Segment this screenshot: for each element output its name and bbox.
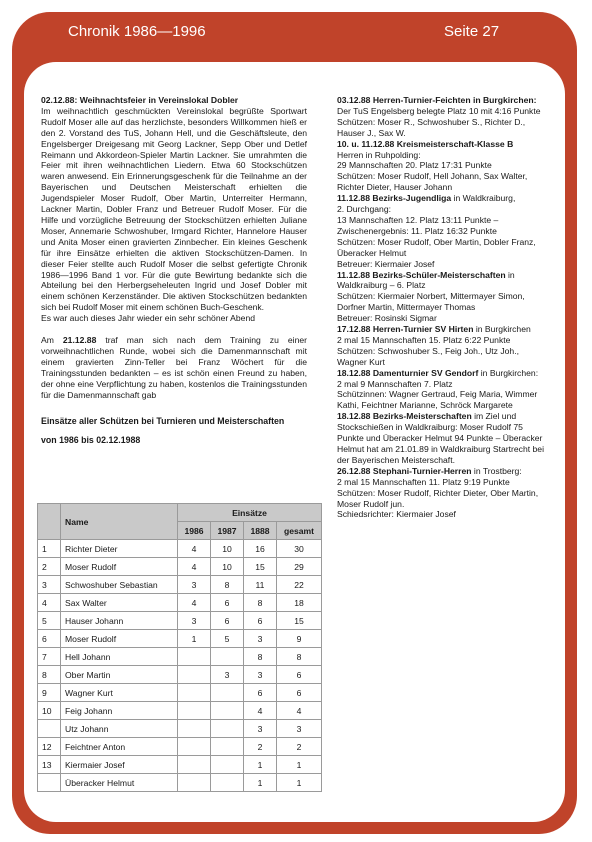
table-subtitle: von 1986 bis 02.12.1988: [41, 435, 141, 446]
right-column: [337, 95, 545, 520]
row-number: 13: [38, 756, 61, 774]
count-total: 9: [277, 630, 322, 648]
shooter-name: Wagner Kurt: [61, 684, 178, 702]
table-header-year: gesamt: [277, 522, 322, 540]
count-1888: 6: [244, 684, 277, 702]
count-1986: 3: [178, 576, 211, 594]
left-column: [41, 95, 307, 446]
tournament-details: 2 mal 15 Mannschaften 15. Platz 6:22 Punkte Schützen: Schwoshuber S., Feig Joh., Utz Joh., Wagner Kurt: [337, 334, 519, 367]
row-number: 9: [38, 684, 61, 702]
count-total: 3: [277, 720, 322, 738]
count-1986: [178, 702, 211, 720]
count-total: 6: [277, 684, 322, 702]
table-row: [38, 576, 322, 594]
table-row: [38, 540, 322, 558]
count-1888: 2: [244, 738, 277, 756]
tournament-heading: 18.12.88 Damenturnier SV Gendorf: [337, 367, 479, 378]
tournament-details: Waldkraiburg – 6. Platz Schützen: Kiermaier Norbert, Mittermayer Simon, Dorfner Martin, Mittermayer Thomas Betreuer: Rosinski Sigmar: [337, 280, 525, 324]
count-1986: [178, 648, 211, 666]
row-number: 6: [38, 630, 61, 648]
count-total: 1: [277, 756, 322, 774]
count-1888: 3: [244, 720, 277, 738]
count-1986: 4: [178, 594, 211, 612]
count-total: 2: [277, 738, 322, 756]
tournament-heading: 18.12.88 Bezirks-Meisterschaften: [337, 411, 472, 422]
training-date: 21.12.88: [62, 335, 97, 346]
chronicle-title: Chronik 1986—1996: [68, 23, 206, 40]
training-article-body: traf man sich nach dem Training zu einer vorweihnachtlichen Runde, wobei sich die Damenmannschaft mit einem gravierten Zinn-Teller bei Franz Wöchert für die Trainingsstunden bedankten – es ist schön einen Freund zu haben, der ohne eine Verpflichtung zu haben, kostenlos die Trainingsstunden für die Damenmannschaft gab: [41, 335, 307, 400]
table-header-name: Name: [61, 504, 178, 540]
tournament-details: Herren in Ruhpolding: 29 Mannschaften 20. Platz 17:31 Punkte Schützen: Moser Rudolf, Hell Johann, Sax Walter, Richter Dieter, Hauser Johann: [337, 149, 528, 193]
count-1986: [178, 756, 211, 774]
table-row: [38, 774, 322, 792]
count-1987: 3: [211, 666, 244, 684]
tournament-heading: 26.12.88 Stephani-Turnier-Herren: [337, 465, 472, 476]
count-1987: [211, 648, 244, 666]
count-1888: 15: [244, 558, 277, 576]
row-number: 8: [38, 666, 61, 684]
shooter-name: Kiermaier Josef: [61, 756, 178, 774]
shooter-name: Überacker Helmut: [61, 774, 178, 792]
tournament-details: 2 mal 9 Mannschaften 7. Platz Schützinnen: Wagner Gertraud, Feig Maria, Wimmer Kathi, Feichtner Marianne, Schröck Margarete: [337, 378, 538, 411]
table-row: [38, 684, 322, 702]
table-header-year: 1987: [211, 522, 244, 540]
count-1987: [211, 738, 244, 756]
count-1986: 4: [178, 558, 211, 576]
page-number: Seite 27: [444, 23, 500, 40]
row-number: 4: [38, 594, 61, 612]
count-1986: [178, 774, 211, 792]
row-number: 10: [38, 702, 61, 720]
count-1888: 1: [244, 774, 277, 792]
count-1986: 3: [178, 612, 211, 630]
count-total: 18: [277, 594, 322, 612]
tournament-location: in Burgkirchen: [473, 324, 531, 335]
tournament-location: in Waldkraiburg,: [451, 193, 516, 204]
shooter-name: Ober Martin: [61, 666, 178, 684]
table-row: [38, 630, 322, 648]
row-number: [38, 774, 61, 792]
table-row: [38, 720, 322, 738]
shooter-name: Sax Walter: [61, 594, 178, 612]
row-number: 2: [38, 558, 61, 576]
tournament-entry: [337, 368, 545, 412]
training-article: [41, 335, 307, 400]
article-body: Im weihnachtlich geschmückten Vereinslokal begrüßte Sportwart Rudolf Moser alle auf das herzlichste, besonders Willkommen hieß er den 2. Vorstand des TuS, Johann Hell, und die Geschäftsleute, den Engelsberger Dreigesang mit Georg Lackner, Sepp Ober und Detlef Reimann und Akkordeon-Spieler Martin Lackner. Sie umrahmten die Feier mit ihren weihnachtlichen Liedern. Etwa 60 Stockschützen waren anwesend. Ein Erinnerungsgeschenk für die Teilnahme an der Bayerischen und Deutschen Meisterschaft erhielten die Jugendspieler Moser Rudolf, Ober Martin, Unterreiter Hermann, Lackner Martin, Dobler Franz und Betreuer Rudolf Moser. Für die Hilfe und vorzügliche Betreuung der Stockschützen erhielten Juliane Moser, Annemarie Schwoshuber, Irmgard Richter, Hannelore Hauser und Anita Moser einen gravierten Zinnbecher. Ein kleines Geschenk für ihre Einsätze erhielten die aktiven Stockschützen-Damen. In dieser Feier stellte auch Rudolf Moser die selbst gefertigte Chronik 1986—1996 Band 1 vor. Für die gute Bewirtung bedankte sich die Abteilung bei den Herbergseheleuten Ingrid und Josef Dobler mit einem schönen Kerzenständer. Die aktiven Stockschützen bedankten sich bei Rudolf Moser mit einem schönen Buch-Geschenk.: [41, 105, 307, 313]
row-number: 5: [38, 612, 61, 630]
count-1888: 8: [244, 594, 277, 612]
count-1987: 10: [211, 558, 244, 576]
table-title: Einsätze aller Schützen bei Turnieren und Meisterschaften: [41, 416, 285, 427]
training-article-prefix: Am: [41, 335, 63, 346]
shooter-name: Utz Johann: [61, 720, 178, 738]
count-1986: [178, 720, 211, 738]
count-1888: 6: [244, 612, 277, 630]
count-1888: 3: [244, 666, 277, 684]
tournament-details: 2 mal 15 Mannschaften 11. Platz 9:19 Punkte Schützen: Moser Rudolf, Richter Dieter, Ober Martin, Moser Rudolf jun. Schiedsrichter: Kiermaier Josef: [337, 476, 539, 520]
count-total: 8: [277, 648, 322, 666]
count-1986: [178, 684, 211, 702]
shooter-name: Hell Johann: [61, 648, 178, 666]
count-1987: 5: [211, 630, 244, 648]
table-header-year: 1986: [178, 522, 211, 540]
count-1888: 1: [244, 756, 277, 774]
table-row: [38, 558, 322, 576]
row-number: 12: [38, 738, 61, 756]
count-1888: 8: [244, 648, 277, 666]
tournament-location: in Burgkirchen:: [478, 367, 539, 378]
count-1987: [211, 702, 244, 720]
shooter-name: Moser Rudolf: [61, 558, 178, 576]
shooter-name: Hauser Johann: [61, 612, 178, 630]
table-header-number: [38, 504, 61, 540]
table-row: [38, 666, 322, 684]
table-row: [38, 738, 322, 756]
count-total: 15: [277, 612, 322, 630]
count-total: 6: [277, 666, 322, 684]
table-row: [38, 702, 322, 720]
count-1986: 1: [178, 630, 211, 648]
row-number: 3: [38, 576, 61, 594]
tournament-location: in: [505, 269, 515, 280]
tournament-entry: [337, 95, 545, 139]
count-1987: [211, 756, 244, 774]
tournament-entry: [337, 324, 545, 368]
count-1987: 6: [211, 594, 244, 612]
shooter-name: Feichtner Anton: [61, 738, 178, 756]
count-1987: 10: [211, 540, 244, 558]
count-total: 30: [277, 540, 322, 558]
count-total: 29: [277, 558, 322, 576]
count-total: 1: [277, 774, 322, 792]
tournament-entry: [337, 466, 545, 521]
shooter-name: Feig Johann: [61, 702, 178, 720]
count-1987: [211, 774, 244, 792]
count-total: 4: [277, 702, 322, 720]
row-number: 1: [38, 540, 61, 558]
table-row: [38, 756, 322, 774]
count-1888: 4: [244, 702, 277, 720]
table-row: [38, 612, 322, 630]
tournament-location: in Trostberg:: [471, 465, 522, 476]
table-header-year: 1888: [244, 522, 277, 540]
christmas-party-article: [41, 95, 307, 324]
count-1987: [211, 684, 244, 702]
count-1888: 3: [244, 630, 277, 648]
tournament-heading: 11.12.88 Bezirks-Schüler-Meisterschaften: [337, 269, 506, 280]
tournament-entry: [337, 411, 545, 466]
count-1986: [178, 738, 211, 756]
article-closing: Es war auch dieses Jahr wieder ein sehr schöner Abend: [41, 313, 256, 324]
tournament-heading: 10. u. 11.12.88 Kreismeisterschaft-Klasse B: [337, 138, 514, 149]
tournament-heading: 03.12.88 Herren-Turnier-Feichten in Burgkirchen:: [337, 95, 537, 105]
count-1888: 16: [244, 540, 277, 558]
shooter-name: Richter Dieter: [61, 540, 178, 558]
count-1888: 11: [244, 576, 277, 594]
tournament-location: im Ziel und Stockschießen in Waldkraiburg: Moser Rudolf 75 Punkte und Überacker Helmut 94 Punkte – Überacker Helmut hat am 21.01.89 in Waldkraiburg Startrecht bei der Bayerischen Meisterschaft.: [337, 411, 544, 465]
count-1987: 8: [211, 576, 244, 594]
tournament-details: 2. Durchgang: 13 Mannschaften 12. Platz 13:11 Punkte – Zwischenergebnis: 11. Platz 16:32 Punkte Schützen: Moser Rudolf, Ober Martin, Dobler Franz, Überacker Helmut Betreuer: Kiermaier Josef: [337, 204, 536, 269]
count-1986: 4: [178, 540, 211, 558]
count-1986: [178, 666, 211, 684]
tournament-details: Der TuS Engelsberg belegte Platz 10 mit 4:16 Punkte Schützen: Moser R., Schwoshuber S., Richter D., Hauser J., Sax W.: [337, 105, 541, 138]
count-total: 22: [277, 576, 322, 594]
tournament-entry: [337, 193, 545, 269]
table-header-group: Einsätze: [178, 504, 322, 522]
shooter-appearances-table: [37, 503, 322, 792]
row-number: 7: [38, 648, 61, 666]
tournament-entry: [337, 139, 545, 194]
row-number: [38, 720, 61, 738]
shooter-name: Moser Rudolf: [61, 630, 178, 648]
table-row: [38, 594, 322, 612]
count-1987: [211, 720, 244, 738]
table-row: [38, 648, 322, 666]
count-1987: 6: [211, 612, 244, 630]
article-heading: 02.12.88: Weihnachtsfeier in Vereinslokal Dobler: [41, 95, 239, 105]
tournament-entry: [337, 270, 545, 325]
tournament-heading: 17.12.88 Herren-Turnier SV Hirten: [337, 324, 474, 335]
shooter-name: Schwoshuber Sebastian: [61, 576, 178, 594]
tournament-heading: 11.12.88 Bezirks-Jugendliga: [337, 193, 452, 204]
